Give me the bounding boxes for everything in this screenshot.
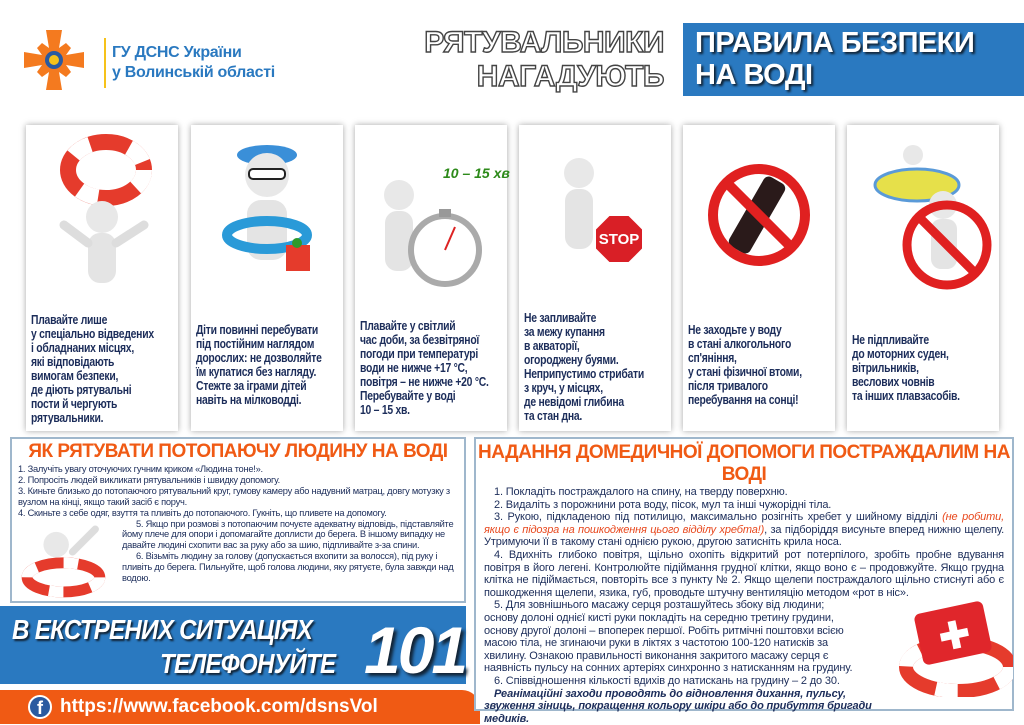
rescue-section — [10, 437, 466, 603]
card-text: Не заходьте у воду в стані алкогольного сп'яніння, у стані фізичної втоми, після тривалого перебування на сонці! — [688, 323, 831, 407]
duration-badge: 10 – 15 хв — [443, 165, 510, 181]
facebook-icon: f — [28, 695, 52, 719]
rescue-step: 1. Залучіть увагу оточуючих гучним криком «Людина тоне!». — [18, 464, 458, 475]
rescuers-remind-heading — [420, 26, 664, 94]
page-title — [683, 23, 1024, 96]
first-aid-step: 4. Вдихніть глибоко повітря, щільно охопіть відкритий рот потерпілого, зробіть пробне вдування повітря в його легені. Контролюйте підіймання грудної клітки, якщо воно є – продовжуйте. Якщо грудна клітка не підіймається, повторіть все з пункту № 2. Якщо щелепи постраждалого щільно стиснуті або є пошкодження щелепи, язика, губ, проводьте штучну вентиляцію методом «рот в ніс». — [476, 549, 1012, 599]
rescue-title: ЯК РЯТУВАТИ ПОТОПАЮЧУ ЛЮДИНУ НА ВОДІ — [12, 441, 464, 463]
emergency-line-1: В ЕКСТРЕНИХ СИТУАЦІЯХ — [12, 614, 312, 646]
remind-line-1: РЯТУВАЛЬНИКИ — [420, 26, 664, 60]
resuscitation-note: Реанімаційні заходи проводять до відновлення дихання, пульсу, звуження зіниць, покращення кольору шкіри або до прибуття бригади медиків. — [476, 688, 896, 725]
rescue-step: 3. Киньте близько до потопаючого рятувальний круг, гумову камеру або надувний матрац, довгу мотузку з вузлом на кінці, якщо такий засіб є поруч. — [18, 486, 458, 508]
emergency-banner — [0, 606, 466, 684]
card-text: Діти повинні перебувати під постійним наглядом дорослих: не дозволяйте їм купатися без нагляду. Стежте за іграми дітей навіть на мілководді. — [196, 323, 339, 407]
facebook-link[interactable] — [0, 690, 480, 724]
stop-sign-text: STOP — [599, 231, 640, 248]
facebook-url[interactable]: https://www.facebook.com/dsnsVol — [60, 696, 378, 718]
step-text: 3. Рукою, підкладеною під потилицю, максимально розігніть хребет у шийному відділі — [494, 511, 942, 523]
rule-card — [847, 125, 999, 431]
rescue-steps — [12, 463, 464, 585]
step-text: , за підборіддя висуньте вперед нижню щелепу. Утримуючи її в такому стані однією рукою, другою затисніть крила носа. — [484, 524, 1004, 549]
emergency-number: 101 — [364, 612, 465, 688]
title-line-1: ПРАВИЛА БЕЗПЕКИ — [695, 27, 1012, 59]
no-alcohol-icon — [683, 125, 835, 305]
rescue-step: 4. Скиньте з себе одяг, взуття та пливіть до потопаючого. Гукніть, що пливете на допомогу. — [18, 508, 458, 519]
rescue-step: 5. Якщо при розмові з потопаючим почуєте адекватну відповідь, підставляйте йому плече для опори і допомагайте доплисти до берега. В іншому випадку не давайте людині схопити вас за руку або за шию, підпливайте з-за спини. — [122, 519, 458, 552]
card-text: Плавайте лише у спеціально відведених і обладнаних місцях, які відповідають вимогам безпеки, де діють рятувальні пости й чергують рятувальники. — [31, 313, 174, 425]
rescue-step: 6. Візьміть людину за голову (допускається вхопити за волосся), під руку і пливіть до берега. Пильнуйте, щоб голова людини, яку рятуєте, була завжди над водою. — [122, 551, 458, 584]
first-aid-section — [474, 437, 1014, 711]
first-aid-step: 1. Покладіть постраждалого на спину, на тверду поверхню. — [476, 486, 1012, 499]
card-text: Не запливайте за межу купання в акваторії, огороджену буями. Неприпустимо стрибати з круч, у місцях, де невідомі глибина та стан дна. — [524, 311, 667, 423]
emergency-line-2: ТЕЛЕФОНУЙТЕ — [160, 648, 335, 680]
title-line-2: НА ВОДІ — [695, 59, 1012, 91]
warning-text: (не робити, якщо є підозра на пошкодження цього відділу хребта!) — [484, 511, 1004, 536]
lifebuoy-figure-icon — [26, 125, 178, 305]
rescue-step: 2. Попросіть людей викликати рятувальників і швидку допомогу. — [18, 475, 458, 486]
dsns-emblem-icon — [24, 30, 84, 90]
rule-card — [683, 125, 835, 431]
rule-card — [191, 125, 343, 431]
no-boats-icon — [847, 125, 999, 305]
first-aid-step: 6. Співвідношення кількості вдихів до натискань на грудину – 2 до 30. — [476, 675, 868, 688]
stopwatch-icon — [355, 125, 507, 305]
card-text: Плавайте у світлий час доби, за безвітряної погоди при температурі води не нижче +17 °С, повітря – не нижче +20 °С. Перебувайте у воді 10 – 15 хв. — [360, 319, 503, 417]
remind-line-2: НАГАДУЮТЬ — [420, 60, 664, 94]
org-line-2: у Волинській області — [112, 63, 275, 83]
card-text: Не підпливайте до моторних суден, вітрильників, веслових човнів та інших плавзасобів. — [852, 333, 995, 403]
first-aid-step: 2. Видаліть з порожнини рота воду, пісок, мул та інші чужорідні тіла. — [476, 499, 1012, 512]
rule-card — [519, 125, 671, 431]
org-name — [112, 43, 275, 83]
first-aid-step: 5. Для зовнішнього масажу серця розташуйтесь збоку від людини; основу долоні однієї кисті руки покладіть на середню третину грудини, основу другої долоні – впоперек першої. Робіть ритмічні поштовхи всією масою тіла, не згинаючи руки в ліктях з частотою 100-120 натисків за хвилину. Ознакою правильності виконання закритого масажу серця є наявність пульсу на сонних артеріях синхронно з натисканням на грудину. — [476, 599, 868, 675]
first-aid-title: НАДАННЯ ДОМЕДИЧНОЇ ДОПОМОГИ ПОСТРАЖДАЛИМ НА ВОДІ — [476, 442, 1012, 486]
org-line-1: ГУ ДСНС України — [112, 43, 275, 63]
logo-divider — [104, 38, 106, 88]
rule-card — [26, 125, 178, 431]
first-aid-step — [476, 511, 1012, 549]
stop-sign-icon — [519, 125, 671, 305]
child-swim-ring-icon — [191, 125, 343, 305]
